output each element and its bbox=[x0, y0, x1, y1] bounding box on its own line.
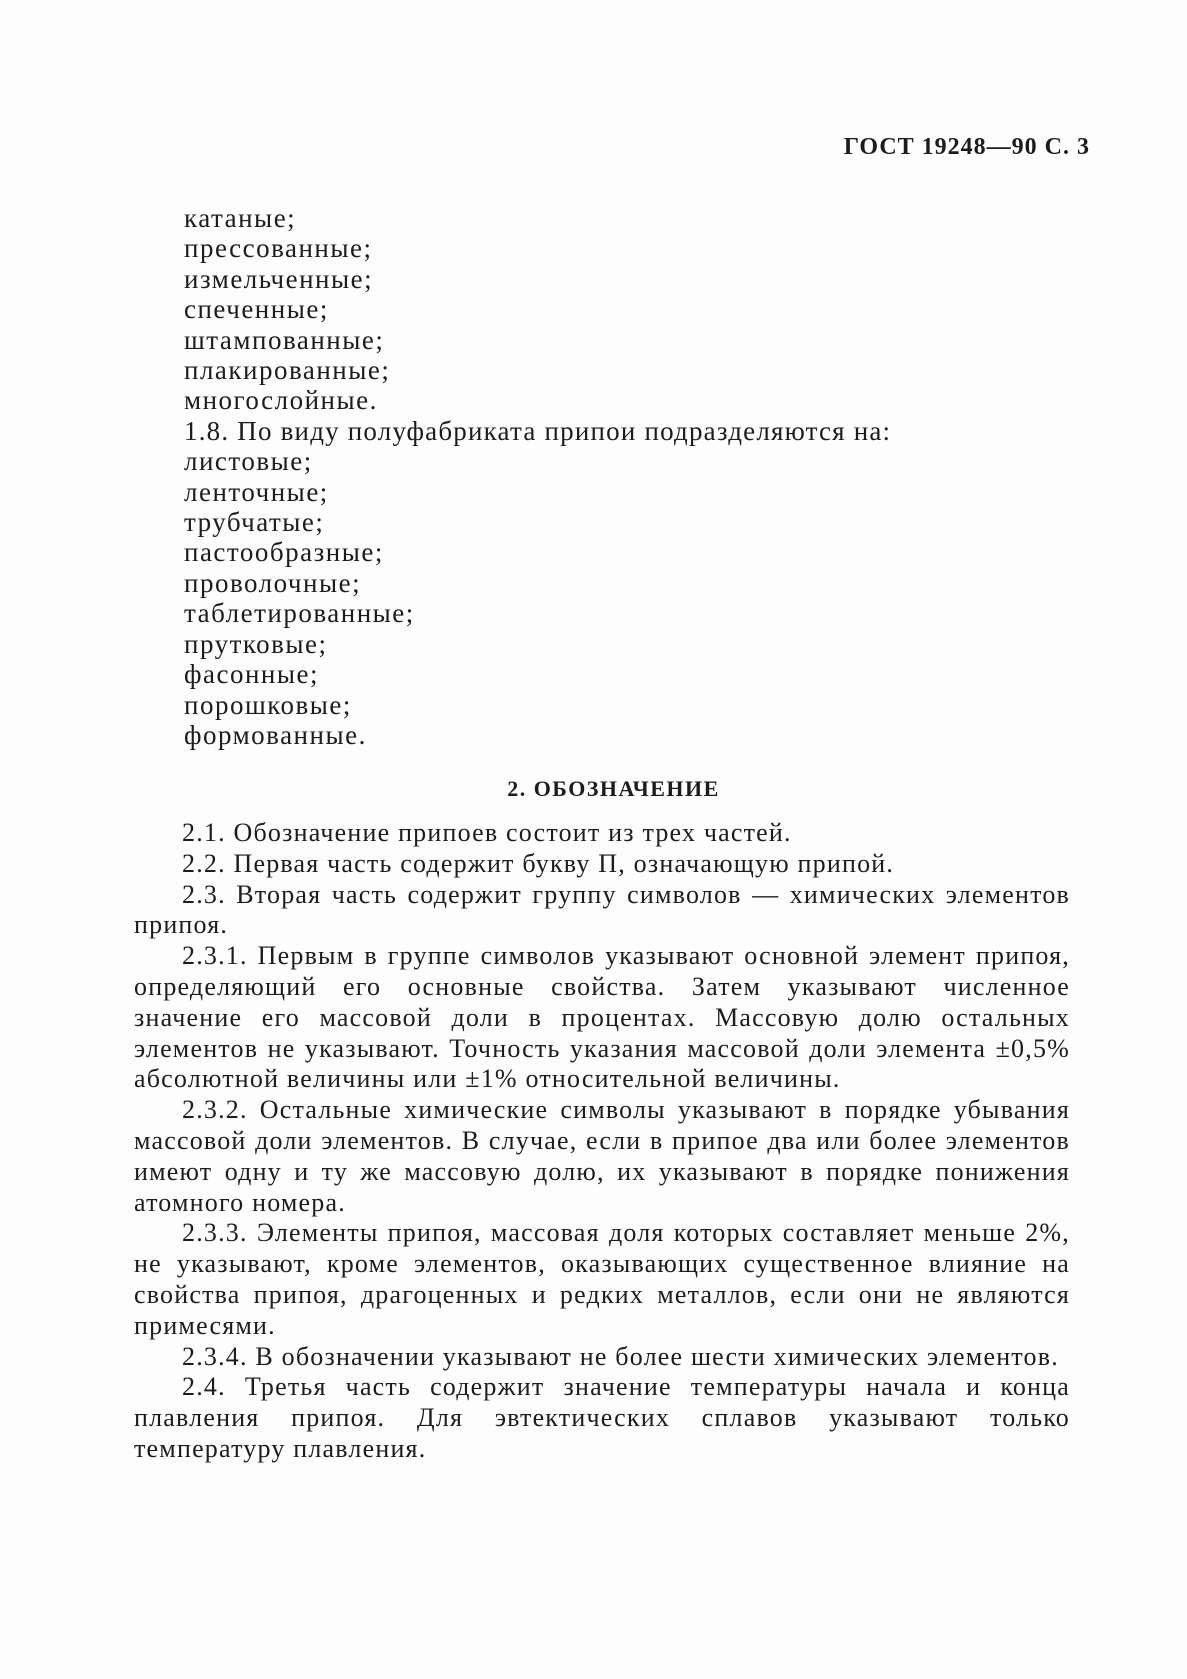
list-item: катаные; bbox=[184, 203, 297, 233]
paragraph-2-4: 2.4. Третья часть содержит значение температуры начала и конца плавления припоя. Для эвтектических сплавов указывают только температуру плавления. bbox=[134, 1372, 1070, 1463]
list-item: прутковые; bbox=[184, 628, 328, 659]
paragraph-2-3-2: 2.3.2. Остальные химические символы указывают в порядке убывания массовой доли элементов. В случае, если в припое два или более элементов имеют одну и ту же массовую долю, их указывают в порядке понижения атомного номера. bbox=[134, 1095, 1070, 1217]
list-item: плакированные; bbox=[184, 355, 391, 386]
paragraph-2-3-1: 2.3.1. Первым в группе символов указывают основной элемент припоя, определяющий его основные свойства. Затем указывают численное значение его массовой доли в процентах. Массовую долю остальных элементов не указывают. Точность указания массовой доли элемента ±0,5% абсолютной величины или ±1% относительной величины. bbox=[134, 941, 1070, 1094]
paragraph-2-2: 2.2. Первая часть содержит букву П, означающую припой. bbox=[182, 848, 895, 878]
paragraph-2-3-4: 2.3.4. В обозначении указывают не более шести химических элементов. bbox=[182, 1341, 1059, 1371]
section-heading: 2. ОБОЗНАЧЕНИЕ bbox=[507, 776, 720, 801]
paragraph-2-3: 2.3. Вторая часть содержит группу символов — химических элементов припоя. bbox=[134, 879, 1070, 940]
list-item: таблетированные; bbox=[184, 598, 415, 629]
list-item: листовые; bbox=[184, 446, 313, 477]
list-item: проволочные; bbox=[184, 567, 362, 598]
paragraph-2-1: 2.1. Обозначение припоев состоит из трех частей. bbox=[182, 818, 792, 847]
clause-1-8: 1.8. По виду полуфабриката припои подразделяются на: bbox=[184, 415, 892, 446]
list-item: штампованные; bbox=[184, 324, 385, 355]
list-item: многослойные. bbox=[184, 385, 378, 416]
list-item: фасонные; bbox=[184, 659, 319, 690]
paragraph-2-3-3: 2.3.3. Элементы припоя, массовая доля которых составляет меньше 2%, не указывают, кроме элементов, оказывающих существенное влияние на свойства припоя, драгоценных и редких металлов, если они не являются примесями. bbox=[134, 1218, 1070, 1340]
product-form-list bbox=[184, 203, 891, 750]
list-item: измельченные; bbox=[184, 263, 374, 294]
list-item: спеченные; bbox=[184, 294, 329, 325]
list-item: ленточные; bbox=[184, 476, 329, 507]
section-body bbox=[134, 818, 1070, 1465]
list-item: прессованные; bbox=[184, 233, 373, 264]
list-item: пастообразные; bbox=[184, 537, 384, 568]
list-item: порошковые; bbox=[184, 689, 352, 720]
list-item: трубчатые; bbox=[184, 507, 325, 538]
running-header: ГОСТ 19248—90 С. 3 bbox=[843, 134, 1090, 160]
list-item: формованные. bbox=[184, 719, 367, 750]
